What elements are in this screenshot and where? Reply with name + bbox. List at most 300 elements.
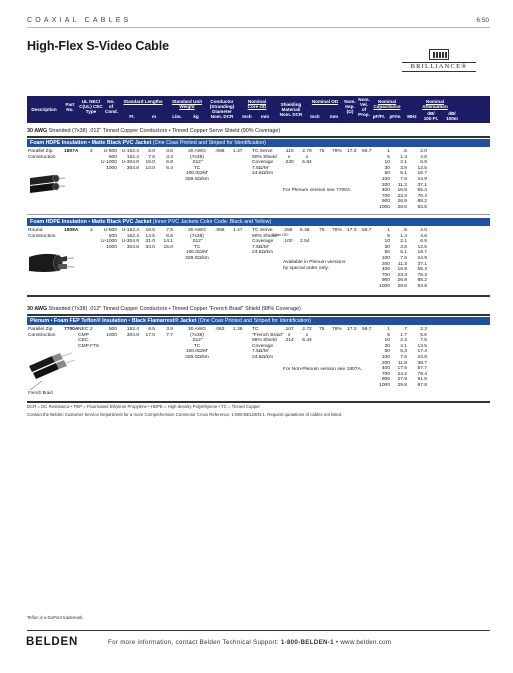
text-line: 900 bbox=[381, 278, 390, 284]
conductor-spec bbox=[182, 228, 212, 262]
text-line: No. bbox=[66, 107, 74, 112]
text-line: 30 AWG bbox=[187, 149, 207, 154]
text-line: 76.4 bbox=[417, 272, 427, 278]
abbreviations-note: DCR = DC Resistance • FEP = Fluorinated Ethylene Propylene • HDPE = High-density Polyethylene • TC = Tinned Copper bbox=[27, 404, 260, 409]
text-line: 50 bbox=[384, 171, 390, 177]
attenuation-mhz bbox=[376, 327, 390, 389]
text-line: 2.0 bbox=[420, 149, 427, 154]
text-line: 2.0 bbox=[420, 228, 427, 233]
cable-illustration-zip bbox=[28, 172, 68, 198]
text-line: 7.6 bbox=[400, 354, 407, 360]
capacitance-ft: 17.3 bbox=[347, 149, 357, 154]
text-line: 24.2 bbox=[397, 371, 407, 377]
text-line: 1 bbox=[387, 228, 390, 233]
text-line: U-304.8 bbox=[121, 239, 139, 245]
text-line: 55.4 bbox=[417, 188, 427, 194]
text-line: 57.7 bbox=[417, 366, 427, 372]
section-construction-title bbox=[27, 128, 280, 134]
text-line: 6.4 bbox=[166, 165, 173, 171]
text-line: 5.1 bbox=[400, 171, 407, 177]
text-line: 23.3 bbox=[397, 272, 407, 278]
text-line: 30 AWG bbox=[187, 228, 207, 233]
text-line: Nominal bbox=[425, 99, 445, 104]
text-line: 1000 bbox=[106, 332, 117, 338]
core-od-inch: .063 bbox=[215, 327, 225, 332]
text-line: 100 Ft. bbox=[423, 116, 439, 121]
text-line: 328.0Ω/km bbox=[185, 255, 209, 261]
text-line: Coverage bbox=[252, 239, 274, 245]
text-line: of bbox=[361, 107, 367, 112]
text-line: 2.54 bbox=[300, 239, 310, 245]
weight-kg bbox=[159, 228, 173, 250]
col-att-mhz: MHz bbox=[407, 114, 417, 119]
footer-url[interactable]: www.belden.com bbox=[340, 639, 392, 646]
text-line: 2.79 bbox=[302, 149, 312, 154]
text-line: 100 bbox=[381, 354, 390, 360]
text-line: 6.9 bbox=[420, 239, 427, 245]
text-line: x bbox=[287, 332, 291, 338]
od-inch bbox=[283, 149, 295, 166]
text-line: 16.5 bbox=[145, 228, 155, 233]
text-line: 3.8 bbox=[400, 165, 407, 171]
od-inch bbox=[283, 327, 295, 344]
part-number: 1808A bbox=[64, 228, 79, 233]
core-od-inch: .068 bbox=[215, 149, 225, 154]
text-line: 3.8 bbox=[400, 244, 407, 250]
text-line: TC Serve bbox=[252, 228, 273, 233]
text-line: 91.5 bbox=[417, 377, 427, 383]
weight-lbs bbox=[141, 149, 155, 171]
capacitance-m: 56.7 bbox=[362, 149, 372, 154]
text-line: 15.0 bbox=[163, 244, 173, 250]
text-line: 304.8 bbox=[126, 244, 139, 250]
attenuation-db-100m bbox=[413, 149, 427, 211]
row-divider bbox=[27, 214, 490, 215]
text-line: 24.9 bbox=[417, 255, 427, 261]
section-divider bbox=[27, 314, 490, 316]
text-line: 88.2 bbox=[417, 278, 427, 284]
text-line: 400 bbox=[381, 366, 390, 372]
lengths-ft bbox=[95, 149, 117, 171]
text-line: (One Coax Printed and Striped for Identification) bbox=[152, 140, 266, 146]
page-title: High-Flex S-Video Cable bbox=[27, 39, 169, 53]
col-imp bbox=[344, 99, 356, 114]
section-divider bbox=[27, 401, 490, 403]
text-line: TC bbox=[193, 244, 201, 250]
velocity: 78% bbox=[332, 228, 342, 233]
text-line: 7.5 bbox=[420, 338, 427, 344]
text-line: 5.1 bbox=[400, 250, 407, 256]
product-row-1808a bbox=[0, 227, 513, 297]
text-line: 27.9 bbox=[397, 377, 407, 383]
attenuation-mhz bbox=[376, 228, 390, 290]
text-line: 1000 bbox=[106, 165, 117, 171]
text-line: 93.8 bbox=[417, 204, 427, 210]
text-line: of bbox=[108, 104, 114, 109]
text-line: 30 AWG bbox=[27, 128, 48, 134]
text-line: C(UL) CEC bbox=[79, 104, 103, 109]
lengths-m bbox=[117, 149, 139, 171]
text-line: 15.0 bbox=[145, 160, 155, 166]
text-line: Part bbox=[65, 102, 75, 107]
conductor-count: 2 bbox=[90, 327, 93, 332]
text-line: .230 bbox=[284, 160, 294, 166]
col-core-od bbox=[240, 99, 274, 109]
text-line: 16.9 bbox=[397, 188, 407, 194]
text-line: 90% Shield bbox=[252, 233, 277, 239]
text-line: 7.6 bbox=[400, 176, 407, 182]
text-line: 90% Shield bbox=[252, 154, 277, 160]
text-line: 5.3 bbox=[400, 349, 407, 355]
core-od-inch: .068 bbox=[215, 228, 225, 233]
text-line: 2.1 bbox=[400, 239, 407, 245]
text-line: 30 bbox=[384, 165, 390, 171]
text-line: CMP bbox=[78, 332, 89, 338]
plenum-note bbox=[283, 260, 345, 271]
text-line: 8.0 bbox=[148, 149, 155, 154]
text-line: (7x38) bbox=[190, 332, 204, 338]
header-divider bbox=[27, 27, 490, 28]
text-line: Nominal bbox=[247, 99, 267, 104]
text-line: 16.7 bbox=[417, 171, 427, 177]
conductor-count: 2 bbox=[90, 228, 93, 233]
text-line: 10 bbox=[384, 338, 390, 344]
text-line: 100.0Ω/M' bbox=[185, 250, 209, 256]
impedance: 75 bbox=[319, 327, 325, 332]
weight-lbs bbox=[141, 327, 155, 338]
text-line: 76.4 bbox=[417, 193, 427, 199]
col-nominal-od: Nominal OD bbox=[311, 99, 339, 104]
plenum-note: For Plenum version see 7700A. bbox=[283, 188, 352, 193]
capacitance-ft: 17.3 bbox=[347, 327, 357, 332]
col-core-od-inch: Inch bbox=[242, 114, 252, 119]
weight-kg bbox=[159, 327, 173, 338]
text-line: Nom. bbox=[344, 99, 356, 104]
text-line: x bbox=[305, 332, 309, 338]
col-standard-lengths: Standard Lengths bbox=[123, 99, 163, 104]
text-line: 16.7 bbox=[417, 250, 427, 256]
text-line: 12.5 bbox=[417, 244, 427, 250]
text-line: Coverage bbox=[252, 343, 274, 349]
text-line: Imp. bbox=[345, 104, 355, 109]
text-line: 700 bbox=[381, 272, 390, 278]
text-line: U-500 bbox=[103, 149, 117, 154]
shield-spec bbox=[252, 149, 277, 177]
attenuation-db-100m bbox=[413, 327, 427, 389]
impedance: 75 bbox=[319, 149, 325, 154]
text-line: 1000 bbox=[106, 244, 117, 250]
text-line: 100.0Ω/M' bbox=[185, 171, 209, 177]
text-line: by special order only. bbox=[283, 265, 329, 271]
text-line: 55.4 bbox=[417, 267, 427, 273]
text-line: 3.6 bbox=[166, 149, 173, 154]
text-line: TC bbox=[252, 327, 259, 332]
text-line: Available in Plenum versions bbox=[283, 260, 346, 265]
text-line: 30 bbox=[384, 244, 390, 250]
text-line: 31.0 bbox=[145, 239, 155, 245]
text-line: 2.3 bbox=[400, 338, 407, 344]
text-line: Round bbox=[28, 228, 43, 233]
text-line: 88.2 bbox=[417, 199, 427, 205]
velocity: 78% bbox=[332, 327, 342, 332]
text-line: 24.6Ω/km bbox=[252, 354, 274, 360]
cable-illustration-round bbox=[28, 249, 76, 279]
text-line: 5.6 bbox=[420, 332, 427, 338]
col-part-no bbox=[63, 102, 77, 112]
text-line: 14.1 bbox=[163, 239, 173, 245]
text-line: 6.6 bbox=[166, 233, 173, 239]
text-line: 28.6 bbox=[397, 204, 407, 210]
text-line: 4.6 bbox=[420, 233, 427, 239]
text-line: 5.44 bbox=[302, 338, 312, 344]
text-line: 1.4 bbox=[400, 233, 407, 239]
lengths-ft bbox=[95, 327, 117, 338]
text-line: 10 bbox=[384, 160, 390, 166]
cable-illustration-braid bbox=[28, 352, 76, 382]
text-line: 900 bbox=[381, 377, 390, 383]
product-description bbox=[28, 228, 55, 239]
text-line: 1000 bbox=[379, 204, 390, 210]
french-braid-label: French Braid bbox=[28, 390, 53, 395]
conductor-spec bbox=[182, 327, 212, 361]
col-core-od-mm: mm bbox=[260, 114, 270, 119]
text-line: x bbox=[305, 154, 309, 160]
attenuation-db-100ft bbox=[393, 228, 407, 290]
text-line: Core OD bbox=[247, 104, 267, 109]
text-line: 17.0 bbox=[145, 332, 155, 338]
col-lengths-m: m bbox=[151, 114, 157, 119]
col-unit-weight: Standard Unit Weight bbox=[171, 99, 203, 109]
text-line: • bbox=[335, 639, 339, 646]
text-line: 7.6 bbox=[400, 255, 407, 261]
text-line: Nom. bbox=[358, 97, 370, 102]
text-line: .100 bbox=[283, 239, 293, 245]
text-line: 97.8 bbox=[417, 382, 427, 388]
brilliance-logo bbox=[402, 49, 476, 75]
text-line: 6.8 bbox=[166, 160, 173, 166]
text-line: .107 bbox=[284, 327, 294, 332]
text-line: UL NEC/ bbox=[81, 99, 101, 104]
text-line: Foam HDPE Insulation • Matte Black PVC Jacket bbox=[30, 219, 152, 225]
text-line: "French Braid" bbox=[252, 332, 284, 338]
text-line: U-152.4 bbox=[121, 149, 139, 154]
section-divider bbox=[27, 295, 490, 297]
part-number: 7700A bbox=[64, 327, 79, 332]
text-line: dB/ bbox=[427, 111, 435, 116]
text-line: 29.8 bbox=[397, 382, 407, 388]
text-line: Vel. bbox=[360, 102, 368, 107]
od-mm bbox=[300, 327, 314, 344]
text-line: 13.5 bbox=[417, 343, 427, 349]
text-line: TC bbox=[193, 343, 201, 349]
text-line: 7.5Ω/M' bbox=[252, 244, 269, 250]
col-att-db-100ft bbox=[422, 111, 440, 121]
text-line: 37.1 bbox=[417, 261, 427, 267]
text-line: 152.4 bbox=[126, 233, 139, 239]
text-line: (Stranding) bbox=[209, 104, 235, 109]
text-line: (7x38) bbox=[190, 154, 204, 160]
od-mm bbox=[300, 149, 314, 166]
attenuation-mhz bbox=[376, 149, 390, 211]
text-line: 1.4 bbox=[400, 154, 407, 160]
text-line: 5 bbox=[387, 332, 390, 338]
text-line: 400 bbox=[381, 267, 390, 273]
text-line: 24.6Ω/km bbox=[252, 171, 274, 177]
text-line: 28.6 bbox=[397, 283, 407, 289]
text-line: Cond. bbox=[105, 109, 119, 114]
text-line: 98% Shield bbox=[252, 338, 277, 344]
attenuation-db-100m bbox=[413, 228, 427, 290]
text-line: 17.4 bbox=[417, 349, 427, 355]
text-line: 1 bbox=[387, 149, 390, 154]
product-band bbox=[27, 218, 490, 226]
text-line: Construction bbox=[28, 154, 56, 160]
text-line: 7.5Ω/M' bbox=[252, 165, 269, 171]
text-line: 16.9 bbox=[397, 267, 407, 273]
text-line: 5 bbox=[387, 233, 390, 239]
product-row-1807a bbox=[0, 148, 513, 218]
velocity: 78% bbox=[332, 149, 342, 154]
brilliance-logo-text: BRILLIANCE® bbox=[402, 62, 476, 72]
text-line: 33.0 bbox=[145, 244, 155, 250]
text-line: (Ω) bbox=[346, 109, 354, 114]
col-description: Description bbox=[31, 107, 57, 112]
capacitance-m: 56.7 bbox=[362, 327, 372, 332]
text-line: 200 bbox=[381, 261, 390, 267]
col-shielding bbox=[277, 102, 305, 117]
text-line: 7.7 bbox=[166, 332, 173, 338]
text-line: 11.3 bbox=[397, 261, 407, 267]
text-line: 100 bbox=[381, 255, 390, 261]
text-line: 328.0Ω/km bbox=[185, 176, 209, 182]
text-line: CMP FT6 bbox=[78, 343, 99, 349]
col-vel bbox=[358, 97, 370, 117]
core-od-mm: 1.35 bbox=[233, 327, 243, 332]
lengths-m bbox=[117, 327, 139, 338]
text-line: 2.1 bbox=[400, 160, 407, 166]
text-line: U-1000 bbox=[100, 239, 117, 245]
text-line: 152.4 bbox=[126, 154, 139, 160]
text-line: 30 AWG bbox=[187, 327, 207, 332]
text-line: (7x38) bbox=[190, 233, 204, 239]
text-line: x bbox=[287, 154, 291, 160]
text-line: 100 bbox=[381, 176, 390, 182]
text-line: 23.3 bbox=[397, 193, 407, 199]
col-od-inch: Inch bbox=[310, 114, 320, 119]
text-line: No. bbox=[107, 99, 115, 104]
product-description bbox=[28, 327, 55, 338]
text-line: 3.9 bbox=[166, 327, 173, 332]
text-line: 30 AWG bbox=[27, 306, 48, 312]
weight-kg bbox=[159, 149, 173, 171]
text-line: 2.3 bbox=[420, 327, 427, 332]
text-line: 100.0Ω/M' bbox=[185, 349, 209, 355]
text-line: 152.4 bbox=[126, 327, 139, 332]
col-attenuation bbox=[405, 99, 465, 109]
text-line: 1000 bbox=[379, 382, 390, 388]
text-line: Nom. DCR bbox=[210, 114, 234, 119]
belden-logo: BELDEN bbox=[26, 636, 79, 648]
attenuation-db-100ft bbox=[393, 149, 407, 211]
core-od-mm: 1.47 bbox=[233, 149, 243, 154]
lengths-m bbox=[117, 228, 139, 250]
text-line: 3.4 bbox=[166, 154, 173, 160]
text-line: 12.5 bbox=[417, 165, 427, 171]
trademark-note: Teflon is a DuPont trademark. bbox=[27, 615, 84, 620]
conductor-spec bbox=[182, 149, 212, 183]
weight-lbs bbox=[141, 228, 155, 250]
section-construction-title bbox=[27, 306, 301, 312]
text-line: 50 bbox=[384, 250, 390, 256]
text-line: Capacitance bbox=[373, 104, 401, 109]
text-line: Coverage bbox=[252, 160, 274, 166]
text-line: 26.9 bbox=[397, 199, 407, 205]
text-line: 5 bbox=[387, 154, 390, 160]
text-line: 200 bbox=[381, 360, 390, 366]
text-line: 26.9 bbox=[397, 278, 407, 284]
footer-contact bbox=[108, 639, 391, 646]
section-divider bbox=[27, 136, 490, 138]
text-line: 200 bbox=[381, 182, 390, 188]
text-line: 500 bbox=[108, 327, 117, 332]
text-line: 24.9 bbox=[417, 176, 427, 182]
text-line: U-500 bbox=[103, 228, 117, 233]
text-line: Construction bbox=[28, 332, 56, 338]
text-line: 700 bbox=[381, 193, 390, 199]
shield-spec bbox=[252, 327, 283, 361]
text-line: 24.6Ω/km bbox=[252, 250, 274, 256]
col-ul-nec-type bbox=[79, 99, 103, 114]
text-line: dB/ bbox=[448, 111, 456, 116]
text-line: 2.72 bbox=[302, 327, 312, 332]
text-line: 10 bbox=[384, 239, 390, 245]
text-line: Stranded (7x38) .012" Tinned Copper Conductors • Tinned Copper Serve Shield (90% Coverage) bbox=[48, 128, 281, 134]
text-line: 50 bbox=[384, 349, 390, 355]
text-line: 7.5Ω/M' bbox=[252, 349, 269, 355]
od-mm bbox=[300, 228, 310, 245]
text-line: Shielding bbox=[280, 102, 302, 107]
col-att-db-100m bbox=[443, 111, 461, 121]
text-line: .6 bbox=[402, 149, 407, 154]
text-line: 14.5 bbox=[145, 233, 155, 239]
text-line: 304.8 bbox=[126, 165, 139, 171]
page-number: 6.50 bbox=[476, 17, 489, 24]
text-line: 7.5 bbox=[166, 228, 173, 233]
capacitance-ft: 17.3 bbox=[347, 228, 357, 233]
text-line: 30 bbox=[384, 343, 390, 349]
brilliance-logo-mark bbox=[429, 49, 449, 60]
text-line: .012" bbox=[191, 239, 203, 245]
text-line: TC Serve bbox=[252, 149, 273, 154]
text-line: 900 bbox=[381, 199, 390, 205]
text-line: TC bbox=[193, 165, 201, 171]
col-weight-lbs: Lbs. bbox=[172, 114, 182, 119]
text-line: Material/ bbox=[281, 107, 301, 112]
col-weight-kg: kg bbox=[193, 114, 199, 119]
text-line: 93.8 bbox=[417, 283, 427, 289]
text-line: 6.48 bbox=[300, 228, 310, 233]
lengths-ft bbox=[95, 228, 117, 250]
product-description bbox=[28, 149, 55, 160]
text-line: 400 bbox=[381, 188, 390, 194]
text-line: Construction bbox=[28, 233, 56, 239]
text-line: 500 bbox=[108, 233, 117, 239]
text-line: 7.5 bbox=[148, 154, 155, 160]
text-line: U-152.4 bbox=[121, 228, 139, 233]
text-line: (Inner PVC Jackets Color Code: Black and Yellow) bbox=[152, 219, 272, 225]
text-line: 38.7 bbox=[417, 360, 427, 366]
text-line: 500 bbox=[108, 154, 117, 160]
